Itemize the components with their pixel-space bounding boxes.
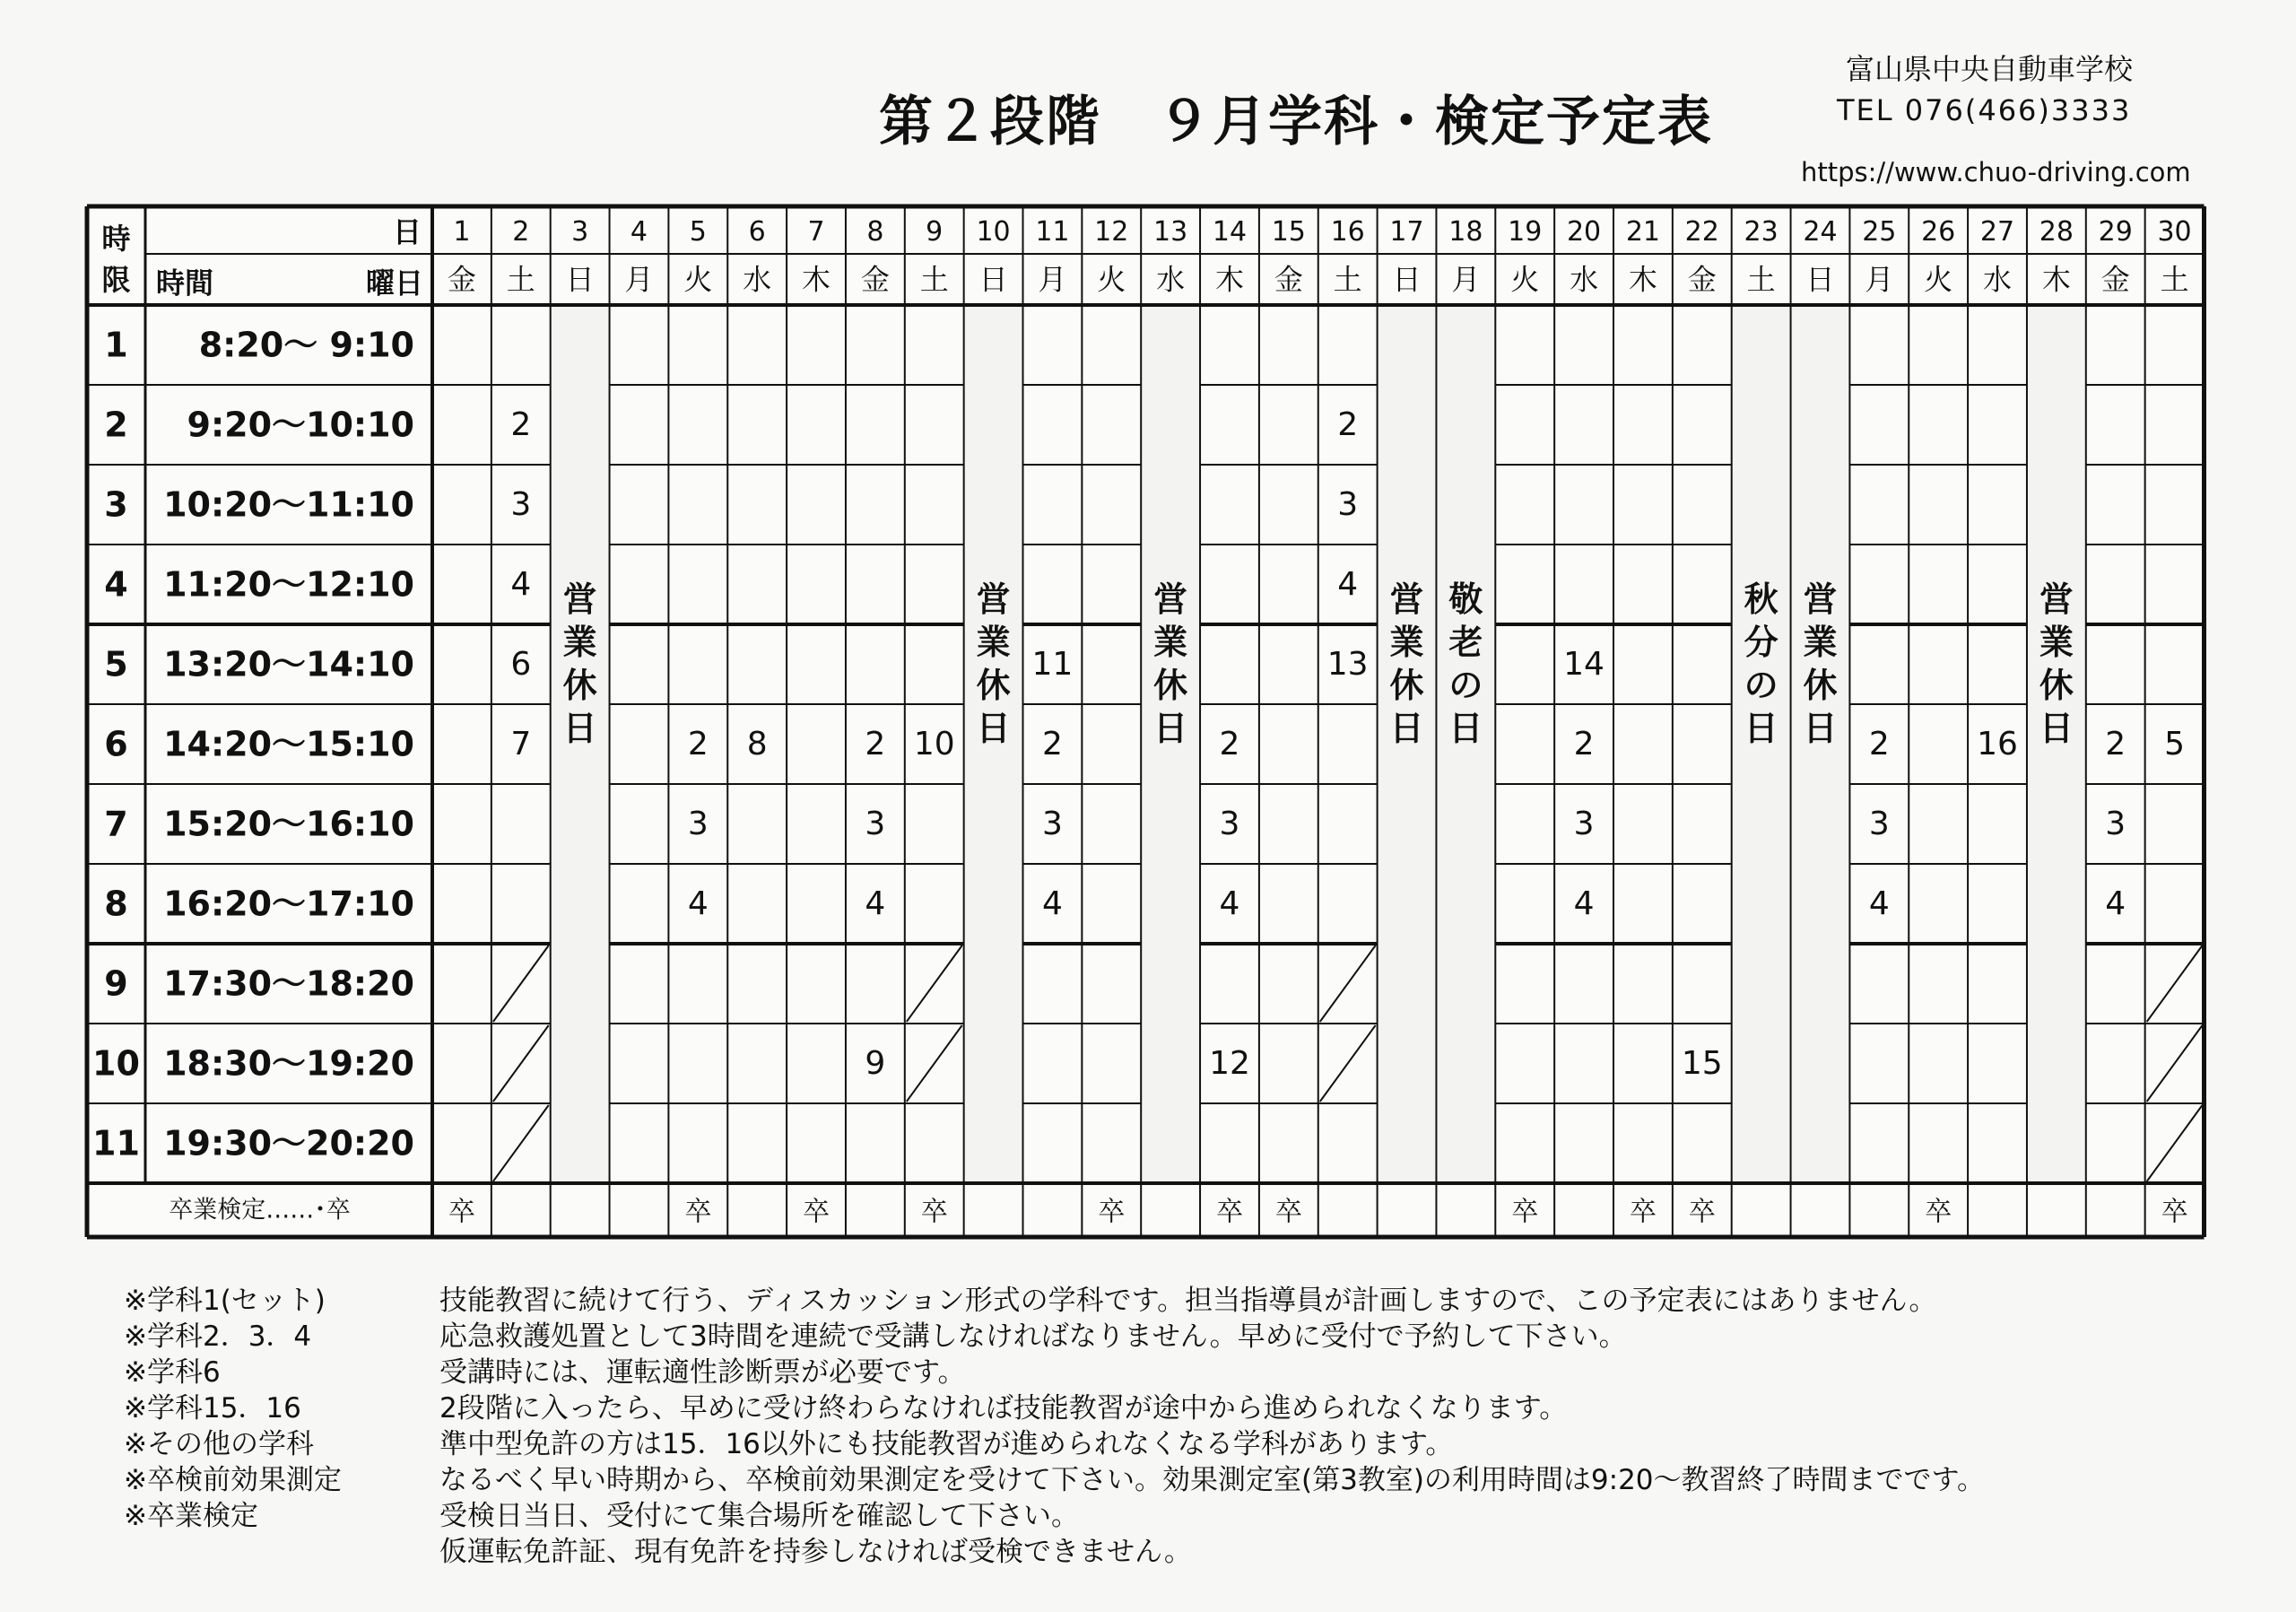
day-number: 4 xyxy=(630,216,648,248)
subject-entry: 4 xyxy=(1573,885,1595,922)
period-number: 4 xyxy=(104,564,128,605)
graduation-mark: 卒 xyxy=(1925,1196,1952,1228)
note-label: ※卒業検定 xyxy=(124,1500,258,1532)
graduation-mark: 卒 xyxy=(920,1196,948,1228)
weekday-label: 木 xyxy=(1628,262,1657,297)
note-label: ※その他の学科 xyxy=(124,1428,314,1460)
weekday-label: 水 xyxy=(1570,262,1599,297)
closed-day-label: 敬老の日 xyxy=(1448,579,1483,748)
day-number: 25 xyxy=(1862,216,1897,248)
weekday-label: 火 xyxy=(683,262,713,297)
closed-day-label: 秋分の日 xyxy=(1744,579,1779,748)
day-number: 20 xyxy=(1566,216,1602,248)
period-time: 17:30～18:20 xyxy=(163,963,414,1004)
period-number: 1 xyxy=(104,325,128,365)
subject-entry: 2 xyxy=(1219,726,1240,762)
subject-entry: 3 xyxy=(687,806,709,842)
weekday-label: 日 xyxy=(978,262,1008,297)
day-number: 9 xyxy=(926,216,944,248)
day-number: 11 xyxy=(1035,216,1070,248)
weekday-label: 水 xyxy=(1983,262,2013,297)
subject-entry: 3 xyxy=(1868,806,1890,842)
note-label: ※学科6 xyxy=(124,1356,221,1389)
day-number: 5 xyxy=(689,216,707,248)
weekday-label: 金 xyxy=(860,262,890,297)
graduation-mark: 卒 xyxy=(1629,1196,1657,1228)
closed-day-label: 営業休日 xyxy=(1389,579,1424,748)
subject-entry: 10 xyxy=(913,726,955,762)
note-row xyxy=(124,1390,2187,1426)
closed-day-label: 営業休日 xyxy=(976,579,1011,748)
subject-entry: 2 xyxy=(865,726,886,762)
page-title: 第２段階 ９月学科・検定予定表 xyxy=(879,91,1713,153)
weekday-label: 土 xyxy=(506,262,535,297)
subject-entry: 13 xyxy=(1326,646,1369,683)
period-number: 11 xyxy=(92,1123,140,1163)
subject-entry: 2 xyxy=(687,726,709,762)
weekday-label: 日 xyxy=(1805,262,1835,297)
period-time: 18:30～19:20 xyxy=(163,1043,414,1084)
day-number: 2 xyxy=(512,216,530,248)
day-number: 22 xyxy=(1684,216,1719,248)
closed-day-label: 営業休日 xyxy=(1803,579,1838,748)
weekday-label: 月 xyxy=(1451,262,1481,297)
subject-entry: 16 xyxy=(1977,726,2018,762)
weekday-label: 火 xyxy=(1097,262,1126,297)
weekday-label: 土 xyxy=(919,262,949,297)
subject-entry: 4 xyxy=(1219,885,1240,922)
period-number: 6 xyxy=(104,724,128,764)
day-number: 10 xyxy=(976,216,1011,248)
graduation-mark: 卒 xyxy=(1215,1196,1243,1228)
time-header-label: 時間 xyxy=(156,266,214,301)
weekday-label: 木 xyxy=(1214,262,1244,297)
note-text: 準中型免許の方は15．16以外にも技能教習が進められなくなる学科があります。 xyxy=(439,1428,1454,1460)
weekday-label: 金 xyxy=(447,262,476,297)
closed-day-label: 営業休日 xyxy=(562,579,597,748)
day-number: 7 xyxy=(807,216,825,248)
day-number: 18 xyxy=(1448,216,1483,248)
note-row xyxy=(124,1498,2187,1534)
subject-entry: 14 xyxy=(1563,646,1605,683)
school-name: 富山県中央自動車学校 xyxy=(1846,52,2134,86)
subject-entry: 6 xyxy=(510,646,532,683)
period-number: 7 xyxy=(104,804,128,844)
subject-entry: 2 xyxy=(1868,726,1890,762)
weekday-label: 水 xyxy=(743,262,772,297)
period-time: 9:20～10:10 xyxy=(187,405,414,445)
note-text: 受講時には、運転適性診断票が必要です。 xyxy=(439,1356,966,1389)
day-number: 3 xyxy=(571,216,589,248)
weekday-label: 木 xyxy=(802,262,831,297)
subject-entry: 3 xyxy=(1219,806,1240,842)
note-row xyxy=(124,1534,2187,1570)
day-number: 12 xyxy=(1094,216,1129,248)
note-row xyxy=(124,1283,2187,1319)
subject-entry: 12 xyxy=(1209,1045,1250,1082)
weekday-label: 土 xyxy=(1746,262,1776,297)
period-time: 8:20～ 9:10 xyxy=(198,325,414,365)
subject-entry: 4 xyxy=(1041,885,1063,922)
day-number: 19 xyxy=(1508,216,1543,248)
period-number: 2 xyxy=(104,405,128,445)
day-number: 24 xyxy=(1803,216,1838,248)
school-url[interactable]: https://www.chuo-driving.com xyxy=(1801,157,2191,187)
period-number: 10 xyxy=(92,1043,140,1084)
subject-entry: 3 xyxy=(1573,806,1595,842)
note-row xyxy=(124,1355,2187,1390)
note-row xyxy=(124,1426,2187,1462)
subject-entry: 3 xyxy=(1337,486,1359,523)
weekday-label: 金 xyxy=(1274,262,1303,297)
subject-entry: 9 xyxy=(865,1045,886,1082)
subject-entry: 2 xyxy=(1337,406,1359,443)
weekday-header-label: 曜日 xyxy=(365,266,423,301)
weekday-label: 日 xyxy=(565,262,595,297)
subject-entry: 4 xyxy=(687,885,709,922)
day-number: 13 xyxy=(1153,216,1188,248)
graduation-mark: 卒 xyxy=(803,1196,831,1228)
period-number: 5 xyxy=(104,644,128,684)
period-number: 8 xyxy=(104,884,128,924)
weekday-label: 火 xyxy=(1924,262,1953,297)
weekday-label: 金 xyxy=(2100,262,2130,297)
subject-entry: 15 xyxy=(1681,1045,1723,1082)
graduation-mark: 卒 xyxy=(1511,1196,1539,1228)
weekday-label: 木 xyxy=(2041,262,2071,297)
graduation-mark: 卒 xyxy=(1688,1196,1716,1228)
period-number: 9 xyxy=(104,963,128,1004)
note-text: 技能教習に続けて行う、ディスカッション形式の学科です。担当指導員が計画しますので、この予定表にはありません。 xyxy=(439,1285,1937,1317)
notes-section xyxy=(124,1283,2187,1570)
weekday-label: 月 xyxy=(1865,262,1894,297)
day-number: 14 xyxy=(1212,216,1248,248)
subject-entry: 4 xyxy=(865,885,886,922)
graduation-mark: 卒 xyxy=(1098,1196,1126,1228)
note-text: なるべく早い時期から、卒検前効果測定を受けて下さい。効果測定室(第3教室)の利用時間は9:20～教習終了時間までです。 xyxy=(439,1464,1986,1496)
period-time: 16:20～17:10 xyxy=(163,884,414,924)
day-number: 23 xyxy=(1744,216,1779,248)
note-label: ※学科15．16 xyxy=(124,1392,301,1425)
day-header-label: 日 xyxy=(392,214,422,249)
subject-entry: 4 xyxy=(510,566,532,603)
subject-entry: 3 xyxy=(1041,806,1063,842)
period-number: 3 xyxy=(104,484,128,525)
subject-entry: 4 xyxy=(2105,885,2126,922)
weekday-label: 日 xyxy=(1392,262,1422,297)
graduation-row-label: 卒業検定……･卒 xyxy=(169,1196,351,1224)
note-label: ※学科1(セット) xyxy=(124,1285,326,1317)
period-time: 15:20～16:10 xyxy=(163,804,414,844)
subject-entry: 11 xyxy=(1031,646,1074,683)
period-time: 14:20～15:10 xyxy=(163,724,414,764)
period-time: 11:20～12:10 xyxy=(163,564,414,605)
day-number: 21 xyxy=(1625,216,1661,248)
graduation-mark: 卒 xyxy=(684,1196,712,1228)
note-text: 仮運転免許証、現有免許を持参しなければ受検できません。 xyxy=(439,1536,1192,1568)
note-label xyxy=(124,1534,439,1570)
day-number: 15 xyxy=(1271,216,1306,248)
graduation-mark: 卒 xyxy=(1274,1196,1302,1228)
subject-entry: 4 xyxy=(1868,885,1890,922)
weekday-label: 月 xyxy=(1038,262,1067,297)
period-time: 10:20～11:10 xyxy=(163,484,414,525)
subject-entry: 7 xyxy=(510,726,532,762)
day-number: 8 xyxy=(866,216,884,248)
day-number: 1 xyxy=(453,216,471,248)
subject-entry: 2 xyxy=(2105,726,2126,762)
weekday-label: 金 xyxy=(1687,262,1717,297)
note-text: 2段階に入ったら、早めに受け終わらなければ技能教習が途中から進められなくなります。 xyxy=(439,1392,1568,1425)
period-header-top: 時 xyxy=(101,222,131,256)
period-header-bottom: 限 xyxy=(101,263,131,297)
graduation-mark: 卒 xyxy=(2161,1196,2188,1228)
day-number: 6 xyxy=(748,216,766,248)
day-number: 30 xyxy=(2157,216,2192,248)
day-number: 29 xyxy=(2098,216,2133,248)
note-label: ※学科2．3．4 xyxy=(124,1320,312,1353)
subject-entry: 5 xyxy=(2164,726,2186,762)
subject-entry: 8 xyxy=(746,726,768,762)
subject-entry: 3 xyxy=(865,806,886,842)
weekday-label: 土 xyxy=(1333,262,1362,297)
note-text: 応急救護処置として3時間を連続で受講しなければなりません。早めに受付で予約して下さい。 xyxy=(439,1320,1627,1353)
subject-entry: 2 xyxy=(1041,726,1063,762)
note-text: 受検日当日、受付にて集合場所を確認して下さい。 xyxy=(439,1500,1079,1532)
subject-entry: 3 xyxy=(510,486,532,523)
subject-entry: 4 xyxy=(1337,566,1359,603)
subject-entry: 2 xyxy=(510,406,532,443)
period-time: 19:30～20:20 xyxy=(163,1123,414,1163)
day-number: 16 xyxy=(1330,216,1365,248)
day-number: 26 xyxy=(1921,216,1956,248)
closed-day-label: 営業休日 xyxy=(1153,579,1188,748)
weekday-label: 土 xyxy=(2160,262,2189,297)
note-row xyxy=(124,1319,2187,1355)
school-phone: TEL 076(466)3333 xyxy=(1837,93,2132,127)
graduation-mark: 卒 xyxy=(448,1196,475,1228)
weekday-label: 火 xyxy=(1510,262,1540,297)
period-time: 13:20～14:10 xyxy=(163,644,414,684)
note-label: ※卒検前効果測定 xyxy=(124,1464,342,1496)
subject-entry: 2 xyxy=(1573,726,1595,762)
note-row xyxy=(124,1462,2187,1498)
subject-entry: 3 xyxy=(2105,806,2126,842)
day-number: 27 xyxy=(1979,216,2015,248)
closed-day-label: 営業休日 xyxy=(2039,579,2074,748)
day-number: 28 xyxy=(2039,216,2074,248)
weekday-label: 月 xyxy=(624,262,654,297)
weekday-label: 水 xyxy=(1156,262,1186,297)
day-number: 17 xyxy=(1389,216,1424,248)
